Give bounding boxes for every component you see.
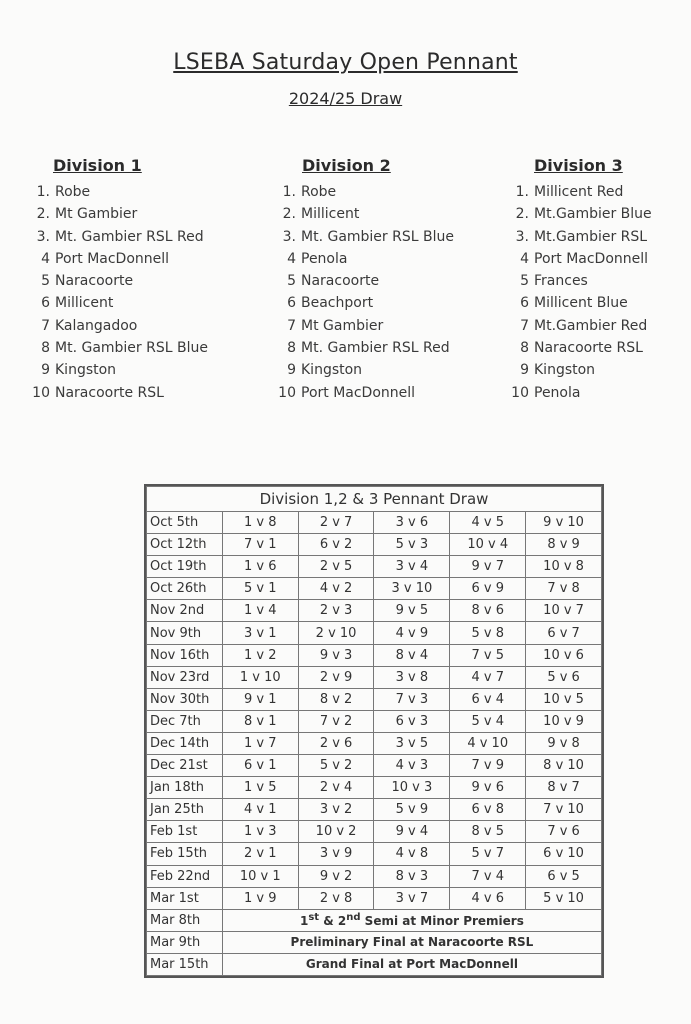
team-name: Millicent Blue <box>534 295 628 312</box>
team-item <box>274 181 454 203</box>
round-date: Dec 7th <box>147 710 223 732</box>
match-cell: 1 v 5 <box>222 777 298 799</box>
team-number: 1. <box>36 184 50 200</box>
team-number: 6 <box>41 295 50 312</box>
match-cell: 3 v 10 <box>374 578 450 600</box>
division-heading: Division 1 <box>53 156 142 175</box>
match-cell: 5 v 3 <box>374 534 450 556</box>
match-cell: 1 v 4 <box>222 600 298 622</box>
team-name: Frances <box>534 273 588 290</box>
team-number: 3. <box>36 228 50 245</box>
match-cell: 10 v 3 <box>374 777 450 799</box>
match-cell: 2 v 10 <box>298 622 374 644</box>
round-row <box>147 821 602 843</box>
team-name: Naracoorte RSL <box>55 384 164 401</box>
team-item <box>28 203 208 225</box>
match-cell: 9 v 5 <box>374 600 450 622</box>
match-cell: 6 v 1 <box>222 755 298 777</box>
team-name: Penola <box>534 384 581 401</box>
draw-header-row <box>147 487 602 512</box>
team-item <box>507 359 652 381</box>
final-row <box>147 909 602 931</box>
team-name: Naracoorte <box>301 273 380 290</box>
final-description: Grand Final at Port MacDonnell <box>222 953 601 975</box>
match-cell: 5 v 7 <box>450 843 526 865</box>
match-cell: 9 v 10 <box>526 512 602 534</box>
match-cell: 4 v 5 <box>450 512 526 534</box>
round-row <box>147 799 602 821</box>
match-cell: 10 v 5 <box>526 688 602 710</box>
round-row <box>147 556 602 578</box>
round-row <box>147 578 602 600</box>
final-description <box>222 909 601 931</box>
team-number: 7 <box>41 317 50 334</box>
match-cell: 2 v 1 <box>222 843 298 865</box>
team-number: 3. <box>515 228 529 245</box>
draw-heading: Division 1,2 & 3 Pennant Draw <box>147 487 602 512</box>
match-cell: 5 v 4 <box>450 710 526 732</box>
team-item <box>28 315 208 337</box>
match-cell: 6 v 9 <box>450 578 526 600</box>
match-cell: 2 v 7 <box>298 512 374 534</box>
round-date: Feb 22nd <box>147 865 223 887</box>
division-heading: Division 2 <box>302 156 391 175</box>
team-item <box>274 382 454 404</box>
round-row <box>147 622 602 644</box>
round-row <box>147 688 602 710</box>
team-item <box>28 270 208 292</box>
match-cell: 5 v 2 <box>298 755 374 777</box>
team-item <box>28 337 208 359</box>
team-number: 4 <box>520 250 529 267</box>
team-name: Mt.Gambier Blue <box>534 206 652 223</box>
team-number: 8 <box>287 340 296 357</box>
final-row <box>147 953 602 975</box>
match-cell: 7 v 8 <box>526 578 602 600</box>
team-number: 8 <box>520 340 529 357</box>
round-date: Oct 19th <box>147 556 223 578</box>
pennant-draw-table <box>144 484 604 978</box>
match-cell: 7 v 5 <box>450 644 526 666</box>
final-date: Mar 15th <box>147 953 223 975</box>
match-cell: 3 v 2 <box>298 799 374 821</box>
team-number: 10 <box>278 384 296 401</box>
round-date: Jan 25th <box>147 799 223 821</box>
team-number: 10 <box>32 384 50 401</box>
match-cell: 1 v 2 <box>222 644 298 666</box>
team-name: Mt. Gambier RSL Red <box>301 340 450 357</box>
round-date: Nov 30th <box>147 688 223 710</box>
match-cell: 7 v 10 <box>526 799 602 821</box>
team-name: Port MacDonnell <box>55 250 170 267</box>
match-cell: 5 v 6 <box>526 666 602 688</box>
match-cell: 8 v 6 <box>450 600 526 622</box>
match-cell: 6 v 3 <box>374 710 450 732</box>
team-number: 5 <box>520 273 529 290</box>
team-name: Mt. Gambier RSL Blue <box>55 340 208 357</box>
team-number: 2. <box>36 206 50 223</box>
round-row <box>147 887 602 909</box>
match-cell: 1 v 9 <box>222 887 298 909</box>
match-cell: 9 v 3 <box>298 644 374 666</box>
match-cell: 4 v 2 <box>298 578 374 600</box>
match-cell: 7 v 1 <box>222 534 298 556</box>
team-number: 1. <box>515 184 529 200</box>
match-cell: 7 v 3 <box>374 688 450 710</box>
match-cell: 1 v 10 <box>222 666 298 688</box>
team-number: 2. <box>515 206 529 223</box>
round-date: Nov 23rd <box>147 666 223 688</box>
team-number: 6 <box>287 295 296 312</box>
match-cell: 10 v 6 <box>526 644 602 666</box>
round-row <box>147 710 602 732</box>
team-number: 6 <box>520 295 529 312</box>
draw-grid <box>146 486 602 976</box>
match-cell: 10 v 1 <box>222 865 298 887</box>
match-cell: 2 v 5 <box>298 556 374 578</box>
round-date: Jan 18th <box>147 777 223 799</box>
match-cell: 3 v 8 <box>374 666 450 688</box>
match-cell: 7 v 2 <box>298 710 374 732</box>
division-heading: Division 3 <box>534 156 623 175</box>
team-item <box>28 181 208 203</box>
team-name: Millicent Red <box>534 184 624 200</box>
round-row <box>147 512 602 534</box>
team-item <box>28 248 208 270</box>
team-item <box>274 226 454 248</box>
match-cell: 4 v 7 <box>450 666 526 688</box>
round-date: Dec 21st <box>147 755 223 777</box>
round-row <box>147 732 602 754</box>
match-cell: 2 v 3 <box>298 600 374 622</box>
match-cell: 4 v 3 <box>374 755 450 777</box>
team-item <box>507 292 652 314</box>
final-text-part: & 2 <box>319 914 347 929</box>
match-cell: 3 v 9 <box>298 843 374 865</box>
match-cell: 3 v 5 <box>374 732 450 754</box>
match-cell: 2 v 4 <box>298 777 374 799</box>
match-cell: 8 v 4 <box>374 644 450 666</box>
team-name: Mt.Gambier RSL <box>534 228 648 245</box>
team-item <box>28 226 208 248</box>
team-name: Kingston <box>55 362 117 379</box>
match-cell: 6 v 2 <box>298 534 374 556</box>
round-row <box>147 666 602 688</box>
team-number: 4 <box>41 250 50 267</box>
match-cell: 9 v 8 <box>526 732 602 754</box>
team-item <box>507 248 652 270</box>
team-name: Naracoorte RSL <box>534 340 643 357</box>
match-cell: 8 v 10 <box>526 755 602 777</box>
team-item <box>507 315 652 337</box>
team-item <box>507 203 652 225</box>
team-name: Port MacDonnell <box>534 250 649 267</box>
team-number: 1. <box>282 184 296 200</box>
round-row <box>147 843 602 865</box>
team-name: Beachport <box>301 295 374 312</box>
match-cell: 3 v 4 <box>374 556 450 578</box>
round-row <box>147 644 602 666</box>
round-date: Oct 12th <box>147 534 223 556</box>
final-row <box>147 931 602 953</box>
team-name: Kingston <box>301 362 363 379</box>
team-name: Port MacDonnell <box>301 384 416 401</box>
match-cell: 1 v 6 <box>222 556 298 578</box>
team-item <box>274 337 454 359</box>
match-cell: 4 v 8 <box>374 843 450 865</box>
match-cell: 2 v 8 <box>298 887 374 909</box>
match-cell: 5 v 8 <box>450 622 526 644</box>
team-item <box>274 270 454 292</box>
match-cell: 9 v 2 <box>298 865 374 887</box>
team-item <box>507 337 652 359</box>
match-cell: 3 v 6 <box>374 512 450 534</box>
round-row <box>147 600 602 622</box>
round-date: Mar 1st <box>147 887 223 909</box>
team-name: Naracoorte <box>55 273 134 290</box>
match-cell: 7 v 9 <box>450 755 526 777</box>
match-cell: 10 v 2 <box>298 821 374 843</box>
team-name: Mt.Gambier Red <box>534 317 648 334</box>
match-cell: 8 v 9 <box>526 534 602 556</box>
round-date: Nov 2nd <box>147 600 223 622</box>
team-name: Mt Gambier <box>55 206 138 223</box>
match-cell: 6 v 7 <box>526 622 602 644</box>
match-cell: 8 v 3 <box>374 865 450 887</box>
team-number: 7 <box>287 317 296 334</box>
round-row <box>147 777 602 799</box>
match-cell: 1 v 7 <box>222 732 298 754</box>
team-number: 2. <box>282 206 296 223</box>
final-text-part: 1 <box>299 914 309 929</box>
team-item <box>507 181 652 203</box>
team-item <box>274 248 454 270</box>
match-cell: 4 v 10 <box>450 732 526 754</box>
final-text-part: nd <box>346 912 361 924</box>
match-cell: 3 v 1 <box>222 622 298 644</box>
match-cell: 4 v 9 <box>374 622 450 644</box>
final-date: Mar 9th <box>147 931 223 953</box>
round-date: Dec 14th <box>147 732 223 754</box>
match-cell: 6 v 4 <box>450 688 526 710</box>
team-number: 8 <box>41 340 50 357</box>
division-1-list <box>28 156 208 404</box>
match-cell: 6 v 5 <box>526 865 602 887</box>
match-cell: 10 v 7 <box>526 600 602 622</box>
match-cell: 10 v 4 <box>450 534 526 556</box>
match-cell: 5 v 9 <box>374 799 450 821</box>
final-text-part: Semi at Minor Premiers <box>360 914 524 929</box>
round-date: Feb 1st <box>147 821 223 843</box>
team-item <box>507 226 652 248</box>
match-cell: 2 v 9 <box>298 666 374 688</box>
page-title: LSEBA Saturday Open Pennant <box>173 50 518 75</box>
round-row <box>147 755 602 777</box>
team-number: 9 <box>520 362 529 379</box>
match-cell: 9 v 4 <box>374 821 450 843</box>
team-name: Kingston <box>534 362 596 379</box>
match-cell: 8 v 5 <box>450 821 526 843</box>
round-date: Oct 5th <box>147 512 223 534</box>
team-name: Penola <box>301 250 348 267</box>
team-name: Mt. Gambier RSL Red <box>55 228 204 245</box>
match-cell: 8 v 1 <box>222 710 298 732</box>
team-item <box>507 382 652 404</box>
round-date: Feb 15th <box>147 843 223 865</box>
team-item <box>274 292 454 314</box>
page-subtitle: 2024/25 Draw <box>288 89 403 108</box>
team-item <box>274 359 454 381</box>
final-date: Mar 8th <box>147 909 223 931</box>
round-date: Oct 26th <box>147 578 223 600</box>
team-number: 10 <box>511 384 529 401</box>
team-name: Robe <box>301 184 337 200</box>
team-name: Millicent <box>55 295 114 312</box>
match-cell: 6 v 8 <box>450 799 526 821</box>
team-number: 4 <box>287 250 296 267</box>
match-cell: 8 v 2 <box>298 688 374 710</box>
match-cell: 7 v 6 <box>526 821 602 843</box>
division-2-list <box>274 156 454 404</box>
match-cell: 9 v 1 <box>222 688 298 710</box>
final-description: Preliminary Final at Naracoorte RSL <box>222 931 601 953</box>
team-name: Mt. Gambier RSL Blue <box>301 228 454 245</box>
round-row <box>147 865 602 887</box>
round-row <box>147 534 602 556</box>
team-name: Millicent <box>301 206 360 223</box>
team-item <box>274 315 454 337</box>
match-cell: 1 v 3 <box>222 821 298 843</box>
match-cell: 6 v 10 <box>526 843 602 865</box>
team-item <box>507 270 652 292</box>
round-date: Nov 9th <box>147 622 223 644</box>
division-3-list <box>507 156 652 404</box>
team-number: 9 <box>41 362 50 379</box>
team-item <box>28 359 208 381</box>
match-cell: 4 v 6 <box>450 887 526 909</box>
match-cell: 5 v 10 <box>526 887 602 909</box>
team-item <box>28 292 208 314</box>
team-number: 7 <box>520 317 529 334</box>
match-cell: 10 v 9 <box>526 710 602 732</box>
round-date: Nov 16th <box>147 644 223 666</box>
team-name: Robe <box>55 184 91 200</box>
final-text-part: st <box>308 912 320 924</box>
match-cell: 9 v 6 <box>450 777 526 799</box>
team-number: 5 <box>287 273 296 290</box>
match-cell: 9 v 7 <box>450 556 526 578</box>
match-cell: 10 v 8 <box>526 556 602 578</box>
team-name: Mt Gambier <box>301 317 384 334</box>
team-name: Kalangadoo <box>55 317 138 334</box>
match-cell: 7 v 4 <box>450 865 526 887</box>
match-cell: 5 v 1 <box>222 578 298 600</box>
team-number: 3. <box>282 228 296 245</box>
match-cell: 3 v 7 <box>374 887 450 909</box>
team-item <box>274 203 454 225</box>
match-cell: 8 v 7 <box>526 777 602 799</box>
match-cell: 4 v 1 <box>222 799 298 821</box>
match-cell: 2 v 6 <box>298 732 374 754</box>
team-number: 9 <box>287 362 296 379</box>
team-number: 5 <box>41 273 50 290</box>
match-cell: 1 v 8 <box>222 512 298 534</box>
team-item <box>28 382 208 404</box>
